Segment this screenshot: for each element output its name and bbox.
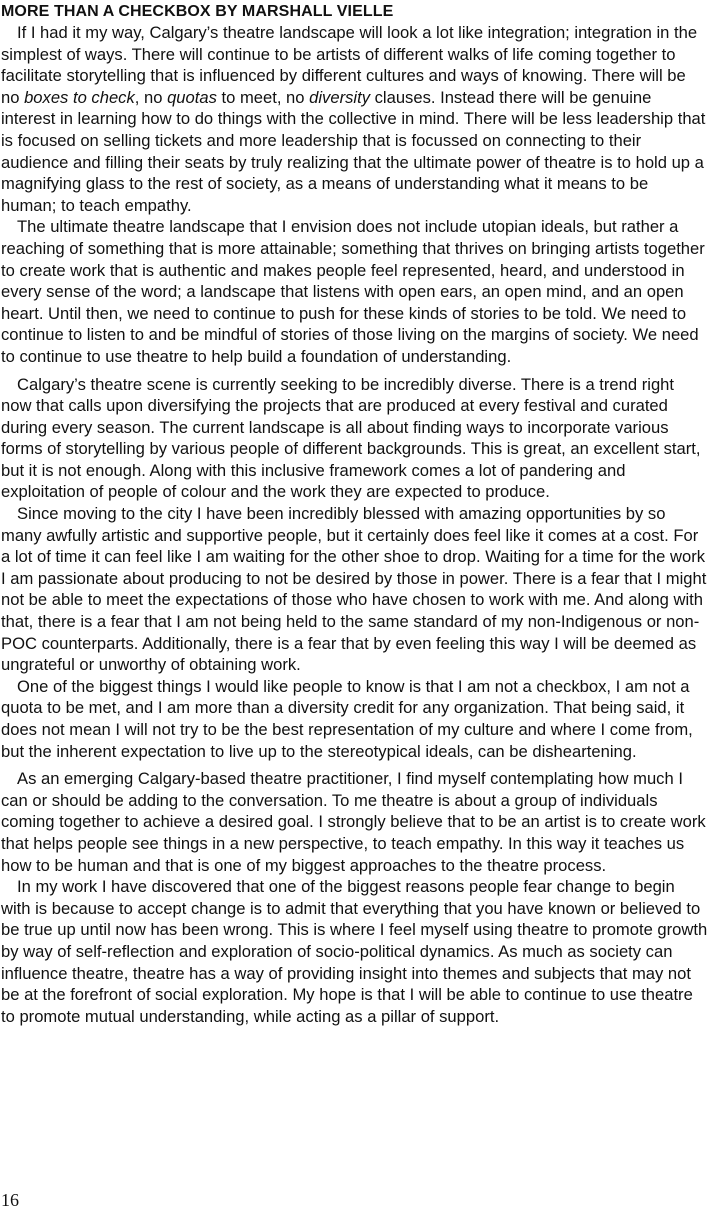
paragraph-6: As an emerging Calgary-based theatre practitioner, I find myself contemplating how much I can or should be adding to the conversation. To me theatre is about a group of individuals coming together to achieve a desired goal. I strongly believe that to be an artist is to create work that helps people see things in a new perspective, to teach empathy. In this way it teaches us how to be human and that is one of my biggest approaches to the theatre process. [1,769,706,875]
emphasis-diversity: diversity [309,87,370,107]
paragraph-5: One of the biggest things I would like people to know is that I am not a checkbox, I am not a quota to be met, and I am more than a diversity credit for any organization. That being said, it does not mean I will not try to be the best representation of my culture and where I come from, but the inherent expectation to live up to the stereotypical ideals, can be disheartening. [1,676,693,761]
paragraph-1-text-d: clauses. Instead there will be genuine interest in learning how to do things with the collective in mind. There will be less leadership that is focused on selling tickets and more leadership that is focussed on connecting to their audience and filling their seats by truly realizing that the ultimate power of theatre is to hold up a magnifying glass to the rest of society, as a means of understanding what it means to be human; to teach empathy. [1,87,706,215]
emphasis-quotas: quotas [167,87,217,107]
paragraph-3: Calgary’s theatre scene is currently seeking to be incredibly diverse. There is a trend right now that calls upon diversifying the projects that are produced at every festival and curated during every season. The current landscape is all about finding ways to incorporate various forms of storytelling by various people of different backgrounds. This is great, an excellent start, but it is not enough. Along with this inclusive framework comes a lot of pandering and exploitation of people of colour and the work they are expected to produce. [1,374,701,502]
paragraph-4: Since moving to the city I have been incredibly blessed with amazing opportunities by so many awfully artistic and supportive people, but it certainly does feel like it comes at a cost. For a lot of time it can feel like I am waiting for the other shoe to drop. Waiting for a time for the work I am passionate about producing to not be desired by those in power. There is a fear that I might not be able to meet the expectations of those who have chosen to work with me. And along with that, there is a fear that I am not being held to the same standard of my non-Indigenous or non-POC counterparts. Additionally, there is a fear that by even feeling this way I will be deemed as ungrateful or unworthy of obtaining work. [1,504,707,675]
emphasis-boxes-to-check: boxes to check [24,87,135,107]
paragraph-1-text-c: to meet, no [216,87,310,107]
paragraph-2: The ultimate theatre landscape that I envision does not include utopian ideals, but rather a reaching of something that is more attainable; something that thrives on bringing artists together to create work that is authentic and makes people feel represented, heard, and understood in every sense of the word; a landscape that listens with open ears, an open mind, and an open heart. Until then, we need to continue to push for these kinds of stories to be told. We need to continue to listen to and be mindful of stories of those living on the margins of society. We need to continue to use theatre to help build a foundation of understanding. [1,217,705,366]
paragraph-1 [1,22,708,216]
article-title: MORE THAN A CHECKBOX BY MARSHALL VIELLE [1,3,394,20]
paragraph-1-text-b: , no [134,87,168,107]
paragraph-1-text-a: If I had it my way, Calgary’s theatre landscape will look a lot like integration; integration in the simplest of ways. There will continue to be artists of different walks of life coming together to facilitate storytelling that is influenced by different cultures and ways of knowing. There will be no [1,23,698,107]
paragraph-7: In my work I have discovered that one of the biggest reasons people fear change to begin with is because to accept change is to admit that everything that you have known or believed to be true up until now has been wrong. This is where I feel myself using theatre to promote growth by way of self-reflection and exploration of socio-political dynamics. As much as society can influence theatre, theatre has a way of providing insight into themes and subjects that may not be at the forefront of social exploration. My hope is that I will be able to continue to use theatre to promote mutual understanding, while acting as a pillar of support. [1,877,708,1026]
page-number: 16 [1,1190,19,1210]
document-page [1,0,708,1027]
